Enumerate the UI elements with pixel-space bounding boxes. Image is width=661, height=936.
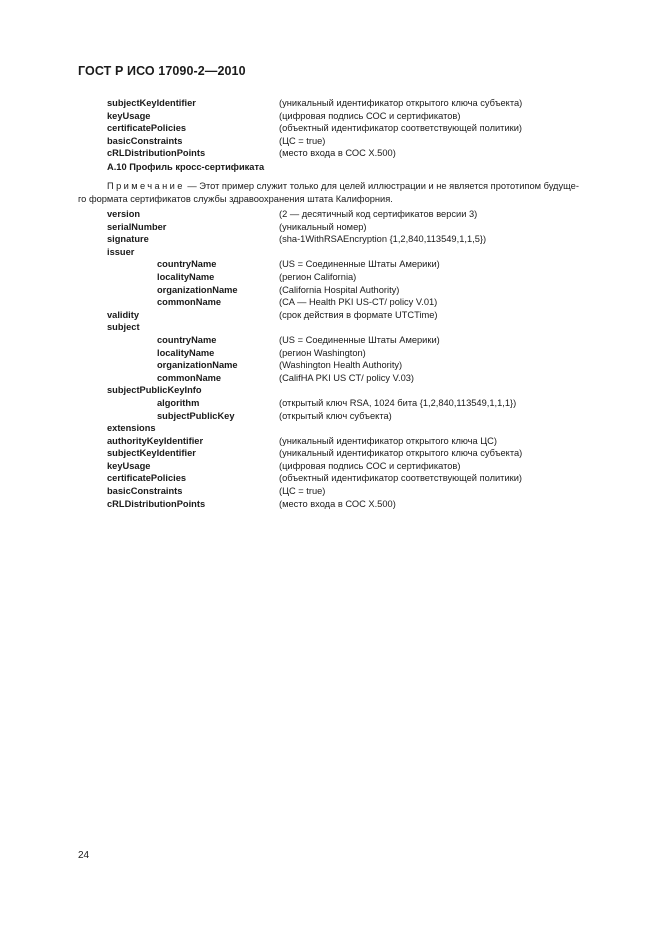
field-description: (CalifHA PKI US CT/ policy V.03) <box>279 372 415 383</box>
field-row <box>0 347 661 360</box>
field-description: (Washington Health Authority) <box>279 360 403 371</box>
field-row <box>0 498 661 511</box>
field-row <box>0 334 661 347</box>
field-name: keyUsage <box>107 460 151 471</box>
field-name: subjectKeyIdentifier <box>107 98 196 108</box>
field-description: (CA — Health PKI US-CT/ policy V.01) <box>279 297 438 308</box>
field-row <box>0 460 661 473</box>
field-row <box>0 296 661 309</box>
field-name: keyUsage <box>107 110 151 121</box>
field-name: certificatePolicies <box>107 473 187 484</box>
note-paragraph <box>78 180 588 205</box>
cross-certificate-profile <box>0 208 661 510</box>
field-description: (sha-1WithRSAEncryption {1,2,840,113549,1,1,5}) <box>279 234 487 245</box>
field-row <box>0 359 661 372</box>
page-number: 24 <box>78 850 90 861</box>
field-description: (открытый ключ RSA, 1024 бита {1,2,840,113549,1,1,1}) <box>279 397 517 408</box>
field-name: cRLDistributionPoints <box>107 498 206 509</box>
field-description: (уникальный идентификатор открытого ключа ЦС) <box>279 435 497 446</box>
field-name: countryName <box>157 334 217 345</box>
note-text-continued: го формата сертификатов службы здравоохранения штата Калифорния. <box>78 193 393 204</box>
field-row <box>0 485 661 498</box>
field-name: localityName <box>157 271 215 282</box>
field-row <box>0 97 661 110</box>
field-row <box>0 110 661 123</box>
field-row <box>0 221 661 234</box>
field-name: version <box>107 209 141 219</box>
field-name: serialNumber <box>107 221 167 232</box>
field-row <box>0 208 661 221</box>
field-description: (регион Washington) <box>279 347 366 358</box>
field-name: subject <box>107 322 140 333</box>
field-description: (срок действия в формате UTCTime) <box>279 309 438 320</box>
field-row <box>0 447 661 460</box>
field-description: (US = Соединенные Штаты Америки) <box>279 259 440 270</box>
field-name: authorityKeyIdentifier <box>107 435 204 446</box>
field-row <box>0 397 661 410</box>
field-name: basicConstraints <box>107 135 183 146</box>
field-description: (уникальный идентификатор открытого ключа субъекта) <box>279 448 523 459</box>
field-name: subjectPublicKey <box>157 410 235 421</box>
note-lead: Примечание <box>107 181 185 191</box>
field-description: (регион California) <box>279 271 357 282</box>
field-row <box>0 271 661 284</box>
field-description: (ЦС = true) <box>279 486 326 497</box>
field-name: validity <box>107 309 140 320</box>
field-description: (2 — десятичный код сертификатов версии 3) <box>279 209 478 219</box>
field-name: certificatePolicies <box>107 123 187 134</box>
field-description: (цифровая подпись СОС и сертификатов) <box>279 110 461 121</box>
field-row <box>0 422 661 435</box>
field-description: (US = Соединенные Штаты Америки) <box>279 334 440 345</box>
field-description: (уникальный идентификатор открытого ключа субъекта) <box>279 98 523 108</box>
field-name: commonName <box>157 297 222 308</box>
field-row <box>0 147 661 160</box>
field-row <box>0 284 661 297</box>
field-row <box>0 321 661 334</box>
field-name: extensions <box>107 423 156 434</box>
field-name: commonName <box>157 372 222 383</box>
field-name: subjectPublicKeyInfo <box>107 385 202 396</box>
field-row <box>0 472 661 485</box>
field-row <box>0 372 661 385</box>
field-description: (объектный идентификатор соответствующей политики) <box>279 473 522 484</box>
field-name: cRLDistributionPoints <box>107 148 206 159</box>
field-row <box>0 246 661 259</box>
field-row <box>0 233 661 246</box>
field-name: issuer <box>107 246 135 257</box>
field-description: (место входа в СОС X.500) <box>279 498 396 509</box>
field-name: organizationName <box>157 360 238 371</box>
field-row <box>0 122 661 135</box>
field-description: (цифровая подпись СОС и сертификатов) <box>279 460 461 471</box>
field-name: algorithm <box>157 397 200 408</box>
field-description: (California Hospital Authority) <box>279 284 400 295</box>
field-name: subjectKeyIdentifier <box>107 448 196 459</box>
field-name: countryName <box>157 259 217 270</box>
field-description: (объектный идентификатор соответствующей политики) <box>279 123 522 134</box>
field-name: organizationName <box>157 284 238 295</box>
field-name: signature <box>107 234 149 245</box>
field-description: (ЦС = true) <box>279 135 326 146</box>
field-description: (место входа в СОС X.500) <box>279 148 396 159</box>
note-text: — Этот пример служит только для целей иллюстрации и не является прототипом будуще- <box>184 181 579 191</box>
certificate-fields-continued <box>0 97 661 160</box>
field-row <box>0 410 661 423</box>
field-row <box>0 435 661 448</box>
field-row <box>0 258 661 271</box>
field-name: localityName <box>157 347 215 358</box>
section-heading: A.10 Профиль кросс-сертификата <box>107 162 265 172</box>
document-header: ГОСТ Р ИСО 17090-2—2010 <box>78 64 246 78</box>
field-name: basicConstraints <box>107 486 183 497</box>
field-row <box>0 384 661 397</box>
field-row <box>0 309 661 322</box>
field-description: (уникальный номер) <box>279 221 367 232</box>
field-row <box>0 135 661 148</box>
field-description: (открытый ключ субъекта) <box>279 410 392 421</box>
